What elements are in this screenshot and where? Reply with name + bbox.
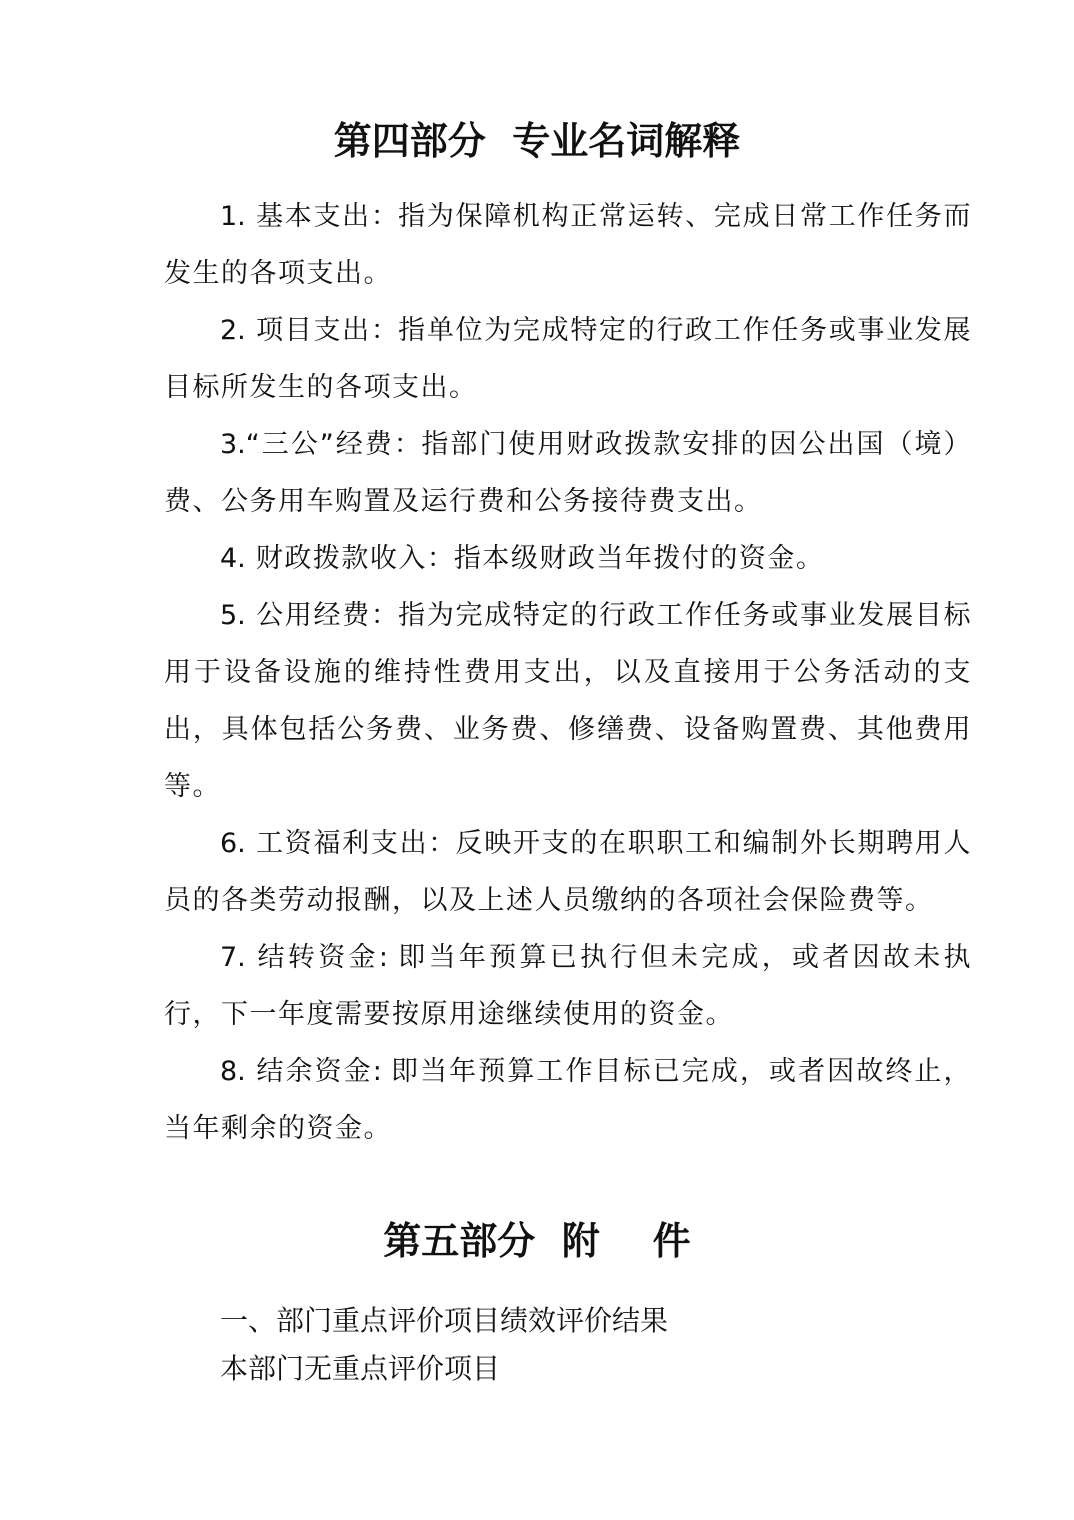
term-item — [164, 929, 972, 1043]
term-name: 工资福利支出 — [256, 828, 429, 859]
term-item — [164, 815, 972, 929]
term-item — [164, 1043, 972, 1157]
term-number: 2. — [220, 315, 246, 346]
term-item — [164, 188, 972, 302]
term-separator: ： — [393, 429, 422, 460]
term-number: 5. — [220, 600, 246, 631]
term-separator: ： — [370, 315, 399, 346]
term-definition: 指部门使用财政拨款安排的因公出国（境）费、公务用车购置及运行费和公务接待费支出。 — [164, 429, 973, 517]
term-name: “三公”经费 — [245, 429, 394, 460]
part4-title: 第四部分 专业名词解释 — [333, 118, 741, 163]
term-definition: 反映开支的在职职工和编制外长期聘用人员的各类劳动报酬，以及上述人员缴纳的各项社会保险费等。 — [164, 828, 973, 916]
term-definition: 指本级财政当年拨付的资金。 — [453, 543, 825, 574]
term-name: 基本支出 — [256, 201, 371, 232]
term-definition: 即当年预算已执行但未完成，或者因故未执行，下一年度需要按原用途继续使用的资金。 — [164, 942, 973, 1030]
term-name: 结余资金 — [256, 1056, 373, 1087]
term-item — [164, 302, 972, 416]
term-number: 4. — [220, 543, 246, 574]
term-definition: 指为保障机构正常运转、完成日常工作任务而发生的各项支出。 — [164, 201, 973, 289]
term-number: 8. — [220, 1056, 246, 1087]
term-separator: ： — [370, 201, 399, 232]
term-name: 财政拨款收入 — [255, 543, 427, 574]
term-definition: 即当年预算工作目标已完成，或者因故终止，当年剩余的资金。 — [164, 1056, 972, 1144]
term-item — [164, 416, 972, 530]
term-number: 3. — [220, 429, 246, 460]
term-separator: ： — [426, 543, 454, 574]
term-separator: ： — [370, 600, 399, 631]
term-name: 项目支出 — [256, 315, 371, 346]
part5-title: 第五部分 附 件 — [383, 1218, 691, 1263]
term-definition: 指为完成特定的行政工作任务或事业发展目标用于设备设施的维持性费用支出，以及直接用于公务活动的支出，具体包括公务费、业务费、修缮费、设备购置费、其他费用等。 — [164, 600, 973, 802]
term-separator: : — [378, 942, 399, 973]
term-item — [164, 530, 972, 587]
term-number: 6. — [220, 828, 246, 859]
term-definition: 指单位为完成特定的行政工作任务或事业发展目标所发生的各项支出。 — [164, 315, 973, 403]
term-separator: : — [372, 1056, 392, 1087]
attachment-section-text: 本部门无重点评价项目 — [220, 1352, 501, 1385]
term-name: 公用经费 — [256, 600, 371, 631]
term-number: 1. — [220, 201, 246, 232]
term-separator: ： — [428, 828, 456, 859]
term-list — [164, 188, 972, 1157]
term-name: 结转资金 — [257, 942, 379, 973]
term-number: 7. — [220, 942, 246, 973]
term-item — [164, 587, 972, 815]
attachment-section-heading: 一、部门重点评价项目绩效评价结果 — [220, 1304, 669, 1337]
